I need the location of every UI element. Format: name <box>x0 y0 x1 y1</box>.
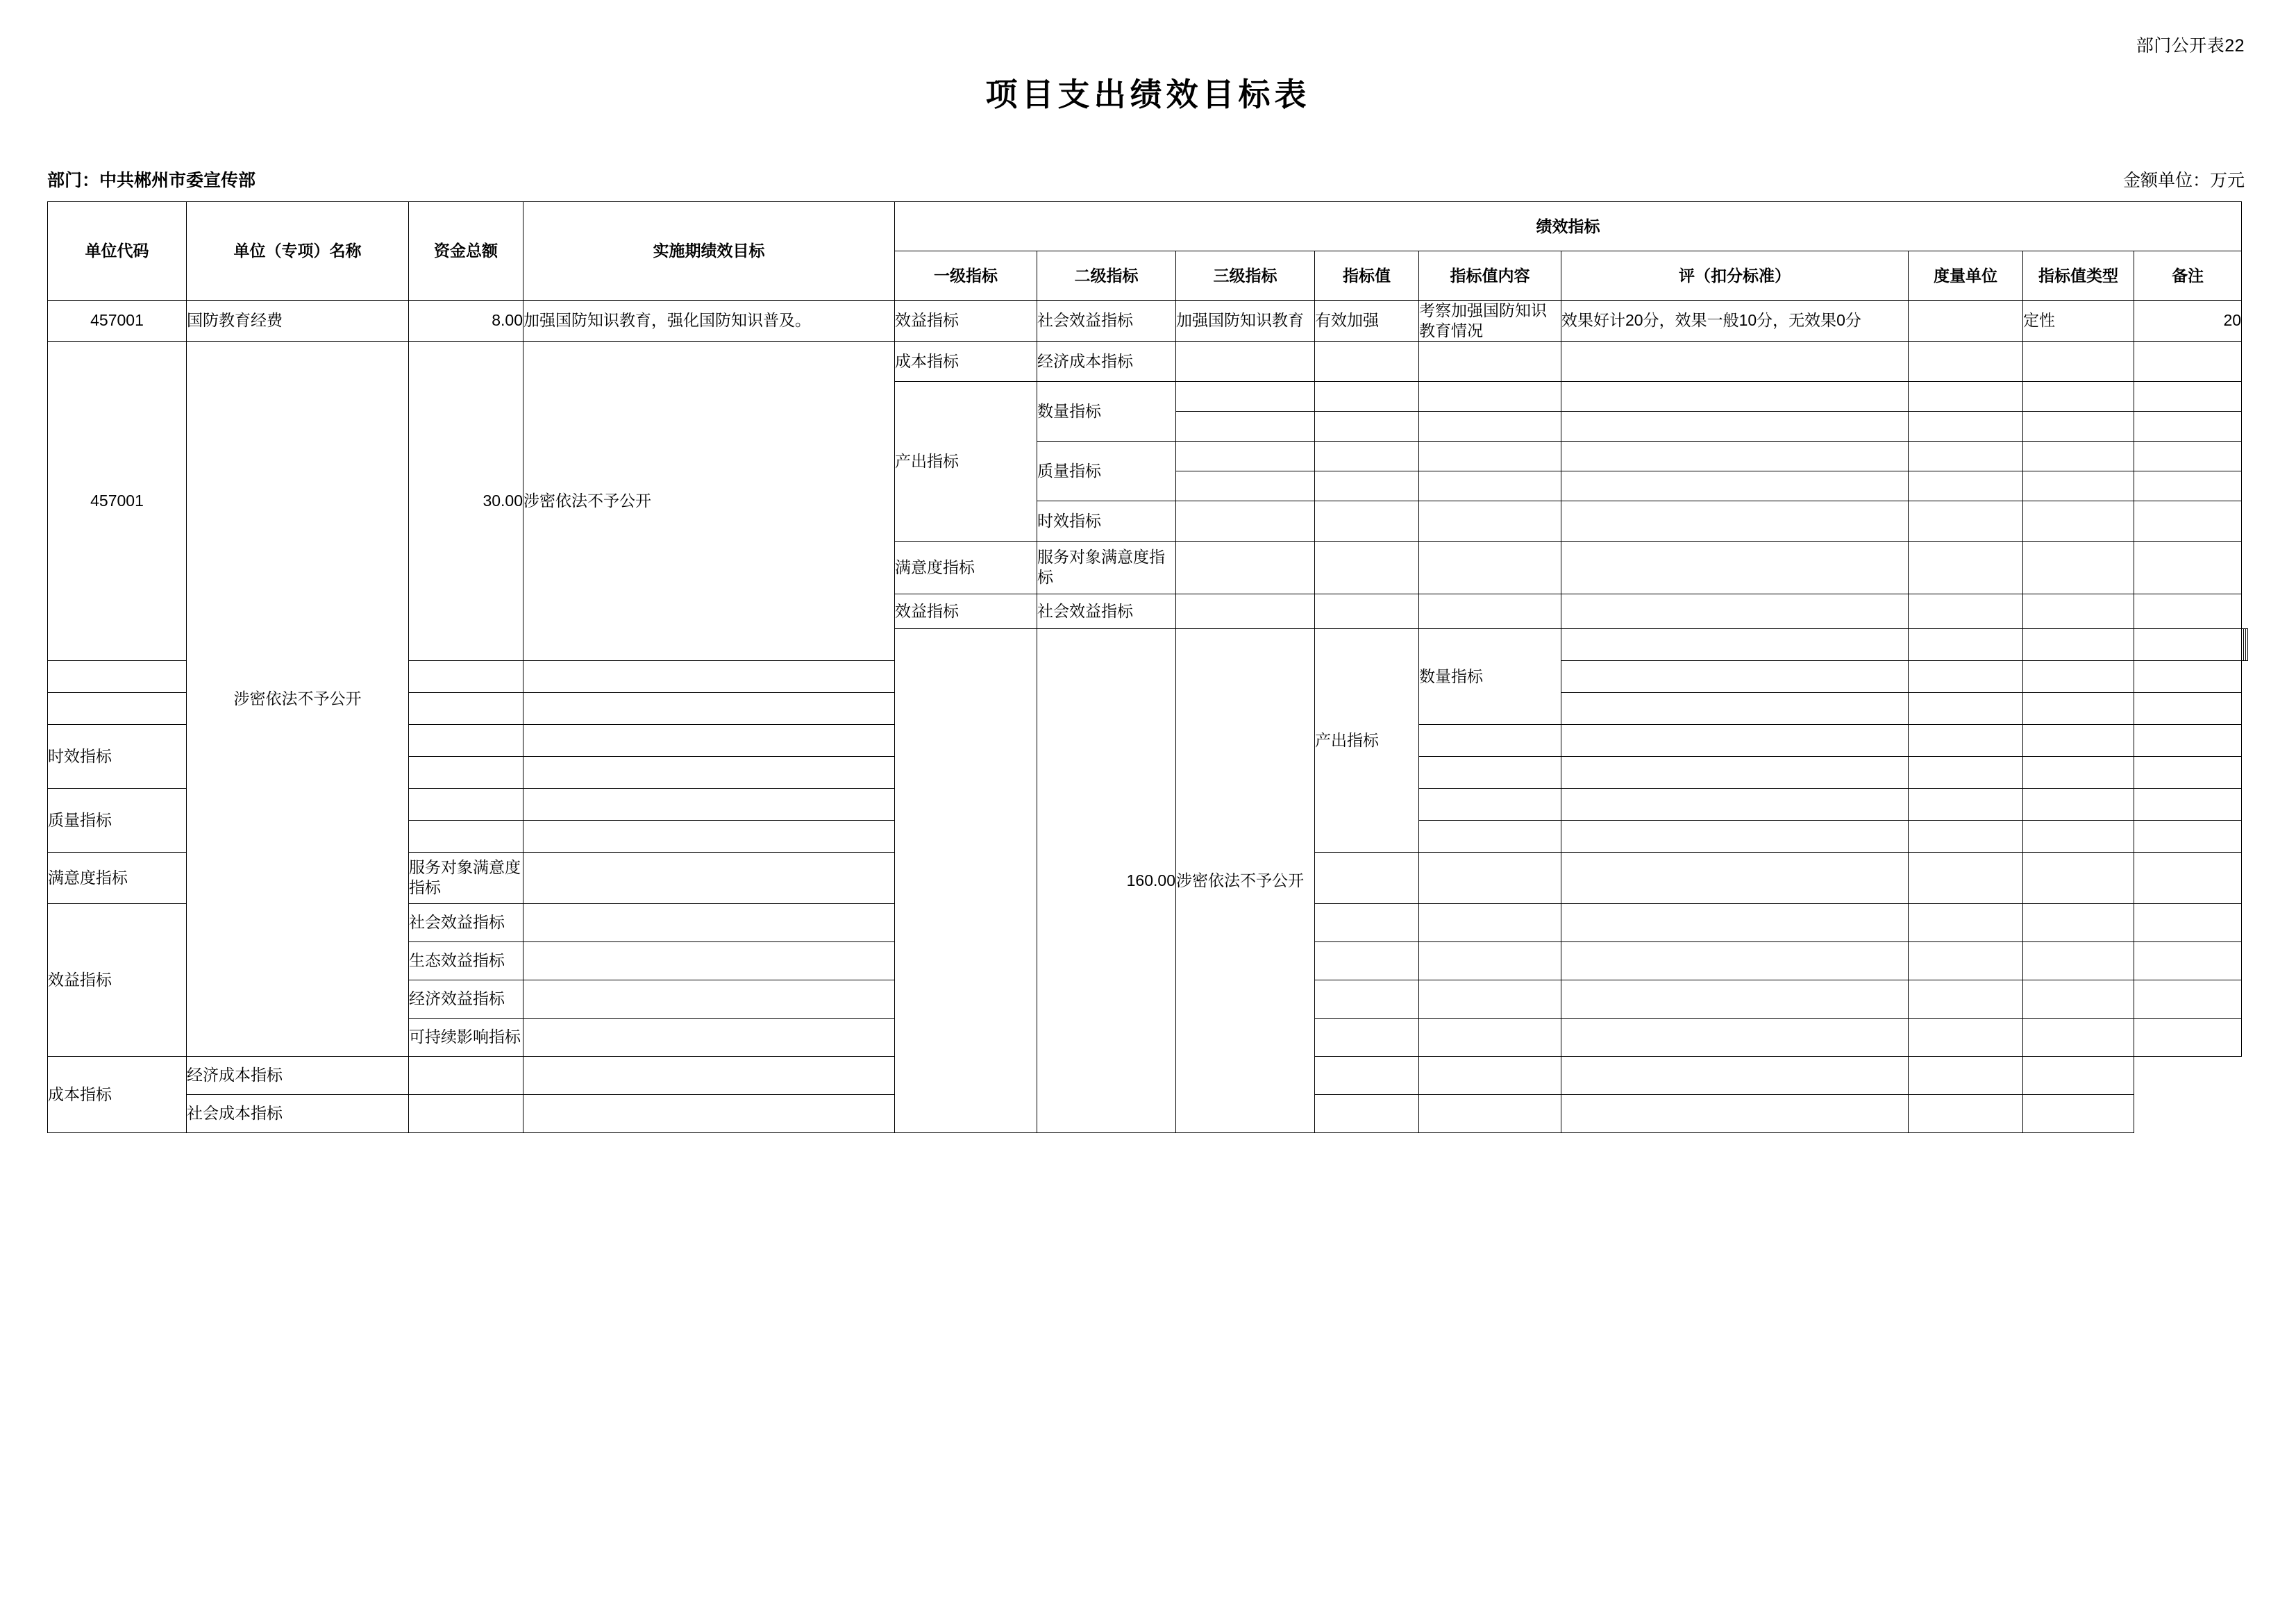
cell-indicator-value-content: 考察加强国防知识教育情况 <box>1419 301 1561 342</box>
cell-indicator-value <box>523 1056 895 1094</box>
cell-indicator-value-content <box>1315 1094 1419 1132</box>
cell-level3 <box>48 692 187 724</box>
table-row <box>48 301 2248 342</box>
cell-indicator-value-content <box>1419 441 1561 471</box>
col-remark: 备注 <box>2134 251 2242 301</box>
cell-remark <box>2134 903 2242 941</box>
cell-scoring <box>1561 411 1909 441</box>
cell-unit-code: 457001 <box>48 301 187 342</box>
cell-fund-total: 30.00 <box>409 341 523 660</box>
cell-remark <box>2134 692 2242 724</box>
cell-level1: 成本指标 <box>48 1056 187 1132</box>
cell-indicator-value <box>523 1094 895 1132</box>
cell-measure-unit <box>1909 756 2023 788</box>
cell-remark <box>2134 541 2242 594</box>
cell-level2: 生态效益指标 <box>409 941 523 980</box>
cell-value-type <box>2023 411 2134 441</box>
cell-indicator-value-content <box>523 660 895 692</box>
cell-measure-unit <box>1909 724 2023 756</box>
cell-measure-unit <box>1909 441 2023 471</box>
col-value-type: 指标值类型 <box>2023 251 2134 301</box>
cell-remark <box>2134 788 2242 820</box>
col-measure-unit: 度量单位 <box>1909 251 2023 301</box>
cell-scoring <box>1561 724 1909 756</box>
cell-level3 <box>523 852 895 903</box>
cell-unit-name: 涉密依法不予公开 <box>187 341 409 1056</box>
cell-level3 <box>409 820 523 852</box>
col-indicator-value-content: 指标值内容 <box>1419 251 1561 301</box>
cell-value-type <box>2023 724 2134 756</box>
cell-scoring <box>1561 903 1909 941</box>
cell-level3 <box>1561 628 1909 660</box>
cell-measure-unit <box>1909 501 2023 541</box>
cell-scoring <box>1419 1094 1561 1132</box>
cell-indicator-value-content <box>1419 1018 1561 1056</box>
cell-measure-unit <box>1909 820 2023 852</box>
cell-value-type <box>2023 541 2134 594</box>
cell-level2: 服务对象满意度指标 <box>409 852 523 903</box>
cell-indicator-value-content <box>1419 756 1561 788</box>
cell-indicator-value <box>523 820 895 852</box>
cell-level3 <box>523 941 895 980</box>
cell-indicator-value-content <box>1419 820 1561 852</box>
cell-indicator-value: 有效加强 <box>1315 301 1419 342</box>
cell-unit-code <box>895 628 1037 1132</box>
table-row <box>48 341 2248 381</box>
cell-indicator-value-content <box>1419 411 1561 441</box>
cell-indicator-value <box>523 756 895 788</box>
cell-measure-unit <box>1909 692 2023 724</box>
cell-scoring <box>1561 381 1909 411</box>
cell-scoring <box>1561 341 1909 381</box>
cell-indicator-value-content <box>523 692 895 724</box>
cell-indicator-value-content <box>1419 341 1561 381</box>
cell-remark <box>2134 820 2242 852</box>
cell-remark <box>2246 628 2248 660</box>
cell-remark <box>2023 1094 2134 1132</box>
cell-measure-unit <box>1909 1018 2023 1056</box>
cell-remark <box>2134 756 2242 788</box>
cell-scoring <box>1561 941 1909 980</box>
cell-value-type <box>2023 441 2134 471</box>
cell-scoring <box>1561 820 1909 852</box>
cell-value-type <box>2023 1018 2134 1056</box>
cell-indicator-value <box>1909 628 2023 660</box>
cell-level1: 效益指标 <box>895 301 1037 342</box>
col-level2: 二级指标 <box>1037 251 1176 301</box>
cell-remark <box>2023 1056 2134 1094</box>
cell-level2: 社会效益指标 <box>1037 301 1176 342</box>
cell-measure-unit <box>1909 471 2023 501</box>
cell-scoring <box>1561 692 1909 724</box>
cell-value-type <box>2023 692 2134 724</box>
cell-remark <box>2134 594 2242 628</box>
cell-level2: 社会效益指标 <box>409 903 523 941</box>
cell-scoring <box>1561 660 1909 692</box>
cell-level3 <box>1176 411 1315 441</box>
cell-scoring <box>1561 852 1909 903</box>
cell-period-goal: 加强国防知识教育，强化国防知识普及。 <box>523 301 895 342</box>
cell-scoring <box>1561 541 1909 594</box>
cell-measure-unit <box>1909 411 2023 441</box>
cell-indicator-value-content <box>1315 1056 1419 1094</box>
cell-measure-unit <box>1909 381 2023 411</box>
cell-value-type <box>2023 381 2134 411</box>
cell-value-type <box>2023 941 2134 980</box>
cell-indicator-value <box>1315 1018 1419 1056</box>
cell-level1: 效益指标 <box>48 903 187 1056</box>
cell-scoring <box>1561 1018 1909 1056</box>
cell-scoring <box>2134 628 2242 660</box>
cell-remark <box>2134 724 2242 756</box>
cell-measure-unit <box>1561 1056 1909 1094</box>
cell-level1: 效益指标 <box>895 594 1037 628</box>
cell-level2: 经济效益指标 <box>409 980 523 1018</box>
cell-measure-unit <box>1909 852 2023 903</box>
cell-scoring <box>1561 980 1909 1018</box>
cell-level1: 成本指标 <box>895 341 1037 381</box>
col-indicator-value: 指标值 <box>1315 251 1419 301</box>
cell-period-goal: 涉密依法不予公开 <box>523 341 895 660</box>
cell-value-type <box>2023 788 2134 820</box>
cell-fund-total: 160.00 <box>1037 628 1176 1132</box>
cell-level2: 数量指标 <box>1419 628 1561 724</box>
cell-value-type <box>1909 1094 2023 1132</box>
cell-level3 <box>1176 341 1315 381</box>
cell-remark <box>2134 501 2242 541</box>
cell-level3 <box>48 660 187 692</box>
cell-indicator-value-content <box>1419 980 1561 1018</box>
cell-measure-unit <box>1561 1094 1909 1132</box>
cell-scoring <box>1561 756 1909 788</box>
cell-level2: 服务对象满意度指标 <box>1037 541 1176 594</box>
cell-value-type: 定性 <box>2023 301 2134 342</box>
cell-level2: 社会效益指标 <box>1037 594 1176 628</box>
cell-scoring <box>1561 594 1909 628</box>
cell-level2: 经济成本指标 <box>1037 341 1176 381</box>
cell-value-type <box>2023 852 2134 903</box>
cell-measure-unit <box>1909 301 2023 342</box>
cell-unit-name: 国防教育经费 <box>187 301 409 342</box>
cell-measure-unit <box>1909 660 2023 692</box>
cell-remark <box>2134 381 2242 411</box>
cell-level2: 时效指标 <box>1037 501 1176 541</box>
cell-remark <box>2134 941 2242 980</box>
cell-level1: 满意度指标 <box>48 852 187 903</box>
cell-indicator-value-content <box>1419 903 1561 941</box>
cell-indicator-value <box>409 660 523 692</box>
cell-remark <box>2134 852 2242 903</box>
cell-level3 <box>1176 501 1315 541</box>
col-unit-name: 单位（专项）名称 <box>187 202 409 301</box>
cell-level3 <box>1176 381 1315 411</box>
performance-goal-table <box>47 201 2248 1133</box>
cell-level3 <box>523 903 895 941</box>
cell-level3 <box>1176 471 1315 501</box>
page-title: 项目支出绩效目标表 <box>985 76 1311 112</box>
cell-level2: 时效指标 <box>48 724 187 788</box>
cell-indicator-value <box>1315 941 1419 980</box>
cell-indicator-value <box>1315 541 1419 594</box>
cell-scoring <box>1561 441 1909 471</box>
cell-indicator-value <box>1315 381 1419 411</box>
cell-measure-unit <box>1909 541 2023 594</box>
cell-measure-unit <box>1909 341 2023 381</box>
cell-indicator-value <box>1315 501 1419 541</box>
cell-indicator-value-content <box>1419 788 1561 820</box>
cell-indicator-value <box>1315 411 1419 441</box>
cell-unit-code: 457001 <box>48 341 187 660</box>
cell-level3 <box>1176 594 1315 628</box>
cell-value-type <box>2023 471 2134 501</box>
cell-scoring: 效果好计20分，效果一般10分，无效果0分 <box>1561 301 1909 342</box>
cell-indicator-value <box>1315 471 1419 501</box>
cell-level3 <box>409 756 523 788</box>
cell-scoring <box>1561 471 1909 501</box>
cell-period-goal: 涉密依法不予公开 <box>1176 628 1315 1132</box>
cell-indicator-value-content <box>1419 852 1561 903</box>
cell-level2: 数量指标 <box>1037 381 1176 441</box>
cell-level1: 产出指标 <box>1315 628 1419 852</box>
cell-remark <box>2134 411 2242 441</box>
cell-scoring <box>1561 788 1909 820</box>
cell-remark: 20 <box>2134 301 2242 342</box>
col-unit-code: 单位代码 <box>48 202 187 301</box>
cell-remark <box>2134 341 2242 381</box>
cell-level1: 产出指标 <box>895 381 1037 541</box>
cell-indicator-value <box>1315 594 1419 628</box>
cell-level3 <box>1176 441 1315 471</box>
cell-indicator-value-content <box>1419 941 1561 980</box>
cell-indicator-value-content <box>1419 471 1561 501</box>
cell-indicator-value <box>409 692 523 724</box>
department-label: 部门：中共郴州市委宣传部 <box>47 171 256 190</box>
cell-measure-unit <box>1909 980 2023 1018</box>
col-period-goal: 实施期绩效目标 <box>523 202 895 301</box>
cell-level3 <box>1176 541 1315 594</box>
cell-remark <box>2134 1018 2242 1056</box>
cell-measure-unit <box>1909 941 2023 980</box>
col-scoring: 评（扣分标准） <box>1561 251 1909 301</box>
cell-measure-unit <box>1909 903 2023 941</box>
cell-value-type <box>2023 594 2134 628</box>
form-number-label: 部门公开表22 <box>2136 36 2245 56</box>
cell-level3 <box>523 980 895 1018</box>
cell-indicator-value <box>523 724 895 756</box>
amount-unit-label: 金额单位：万元 <box>2122 171 2245 190</box>
cell-level3 <box>409 1094 523 1132</box>
cell-value-type <box>2023 660 2134 692</box>
cell-level3 <box>409 1056 523 1094</box>
cell-remark <box>2134 471 2242 501</box>
cell-level3 <box>409 788 523 820</box>
cell-level2: 可持续影响指标 <box>409 1018 523 1056</box>
cell-scoring <box>1419 1056 1561 1094</box>
cell-indicator-value-content <box>1419 724 1561 756</box>
cell-measure-unit <box>1909 594 2023 628</box>
cell-level1: 满意度指标 <box>895 541 1037 594</box>
cell-measure-unit <box>1909 788 2023 820</box>
cell-value-type <box>2023 820 2134 852</box>
cell-value-type <box>2023 341 2134 381</box>
cell-indicator-value <box>1315 852 1419 903</box>
cell-remark <box>2134 980 2242 1018</box>
cell-level2: 质量指标 <box>48 788 187 852</box>
cell-value-type <box>2023 980 2134 1018</box>
cell-remark <box>2134 441 2242 471</box>
col-performance-indicator-group: 绩效指标 <box>895 202 2242 251</box>
cell-level3 <box>409 724 523 756</box>
cell-indicator-value-content <box>1419 381 1561 411</box>
cell-fund-total: 8.00 <box>409 301 523 342</box>
col-fund-total: 资金总额 <box>409 202 523 301</box>
cell-level2: 经济成本指标 <box>187 1056 409 1094</box>
col-level1: 一级指标 <box>895 251 1037 301</box>
cell-indicator-value <box>1315 441 1419 471</box>
cell-indicator-value-content <box>1419 541 1561 594</box>
cell-level2: 社会成本指标 <box>187 1094 409 1132</box>
cell-remark <box>2134 660 2242 692</box>
cell-value-type <box>2023 903 2134 941</box>
cell-indicator-value <box>1315 903 1419 941</box>
cell-level3: 加强国防知识教育 <box>1176 301 1315 342</box>
cell-level3 <box>523 1018 895 1056</box>
cell-indicator-value-content <box>2023 628 2134 660</box>
cell-indicator-value <box>1315 980 1419 1018</box>
cell-scoring <box>1561 501 1909 541</box>
col-level3: 三级指标 <box>1176 251 1315 301</box>
cell-value-type <box>2023 501 2134 541</box>
cell-indicator-value-content <box>1419 501 1561 541</box>
cell-indicator-value <box>1315 341 1419 381</box>
cell-indicator-value <box>523 788 895 820</box>
cell-value-type <box>1909 1056 2023 1094</box>
cell-level2: 质量指标 <box>1037 441 1176 501</box>
cell-indicator-value-content <box>1419 594 1561 628</box>
cell-value-type <box>2023 756 2134 788</box>
